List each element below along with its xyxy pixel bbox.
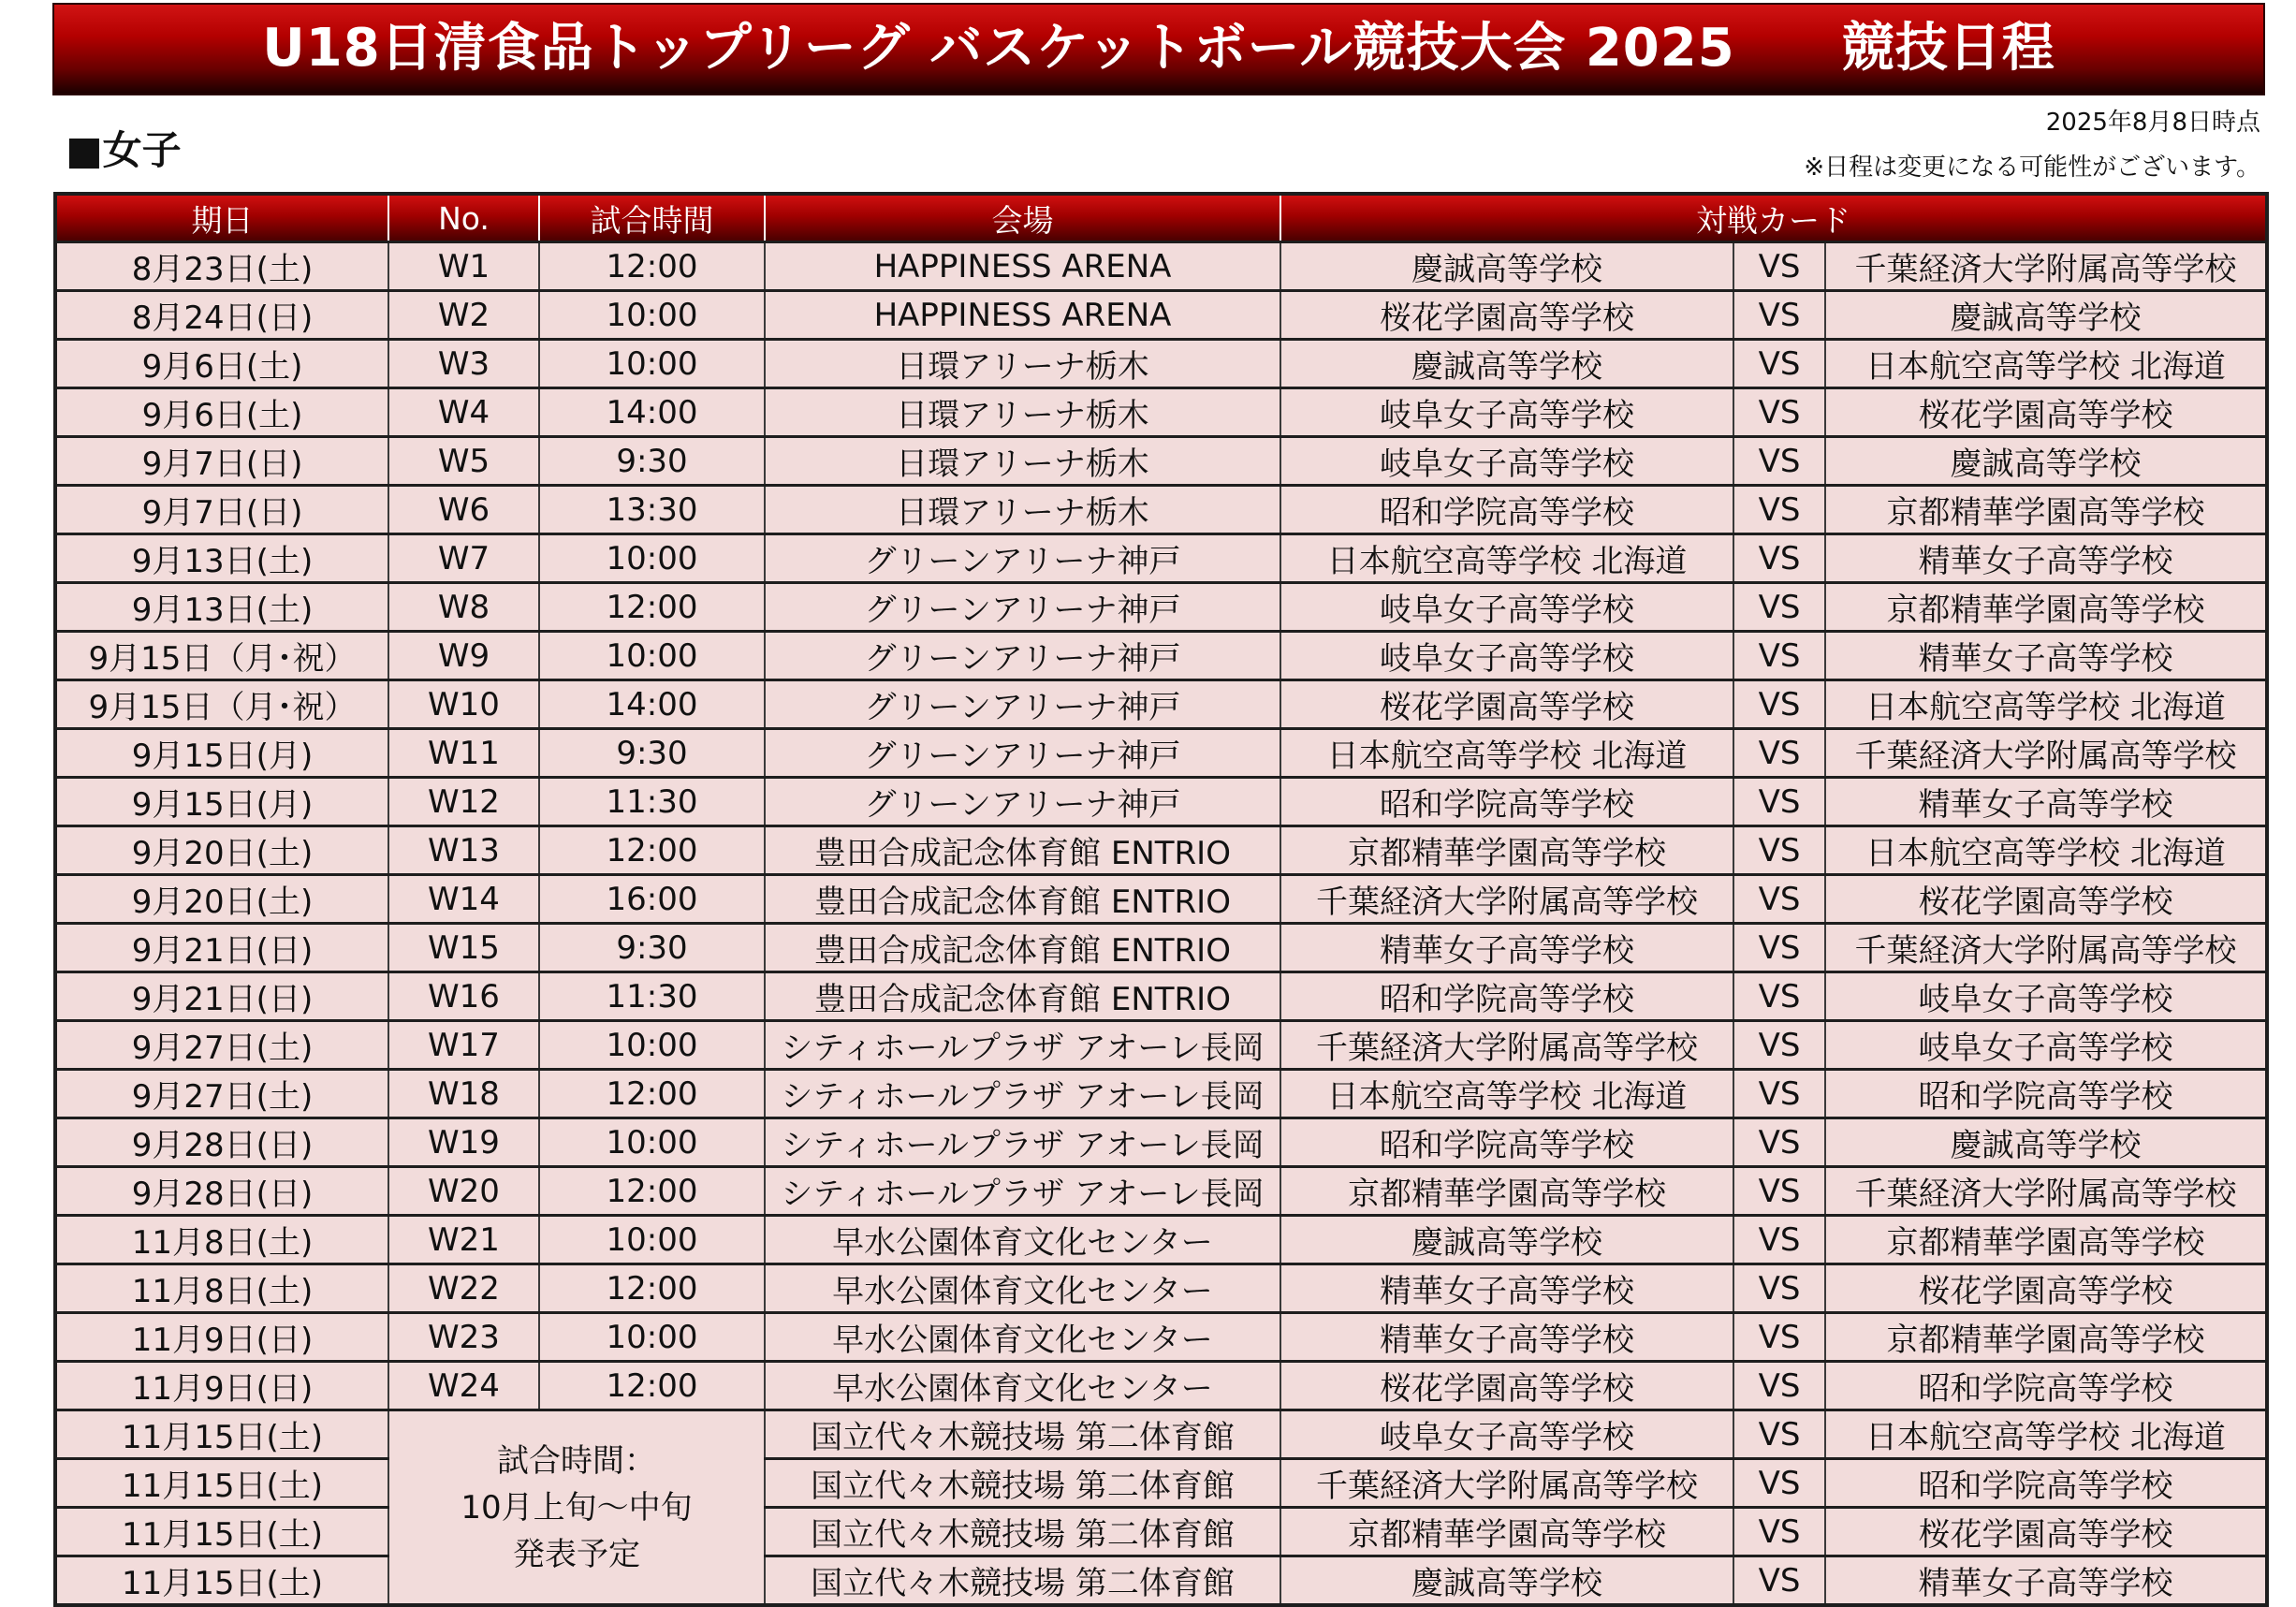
vs-cell: VS [1733, 291, 1825, 340]
team-away-cell: 精華女子高等学校 [1825, 534, 2267, 583]
table-row [55, 534, 2267, 583]
date-cell: 11月15日(土) [55, 1508, 388, 1556]
game-number-cell: W19 [388, 1118, 539, 1167]
game-number-cell: W5 [388, 437, 539, 486]
title-banner [52, 3, 2265, 95]
date-cell: 11月15日(土) [55, 1459, 388, 1508]
venue-cell: 早水公園体育文化センター [765, 1216, 1280, 1264]
venue-cell: 国立代々木競技場 第二体育館 [765, 1508, 1280, 1556]
time-cell: 10:00 [539, 1313, 765, 1362]
page-title: U18日清食品トップリーグ バスケットボール競技大会 2025 競技日程 [262, 18, 2055, 79]
team-home-cell: 千葉経済大学附属高等学校 [1280, 1021, 1733, 1070]
time-tbd-line: 10月上旬～中旬 [461, 1488, 693, 1527]
table-row [55, 632, 2267, 680]
date-cell: 9月28日(日) [55, 1167, 388, 1216]
team-home-cell: 千葉経済大学附属高等学校 [1280, 875, 1733, 924]
venue-cell: HAPPINESS ARENA [765, 291, 1280, 340]
time-cell: 9:30 [539, 924, 765, 972]
game-number-cell: W20 [388, 1167, 539, 1216]
table-row [55, 1459, 2267, 1508]
team-away-cell: 千葉経済大学附属高等学校 [1825, 242, 2267, 291]
vs-cell: VS [1733, 1216, 1825, 1264]
time-cell: 10:00 [539, 534, 765, 583]
date-cell: 9月20日(土) [55, 826, 388, 875]
time-cell: 12:00 [539, 1264, 765, 1313]
team-home-cell: 昭和学院高等学校 [1280, 1118, 1733, 1167]
vs-cell: VS [1733, 1070, 1825, 1118]
game-number-cell: W8 [388, 583, 539, 632]
schedule-change-note: ※日程は変更になる可能性がございます。 [1804, 153, 2260, 182]
date-cell: 9月27日(土) [55, 1070, 388, 1118]
venue-cell: 早水公園体育文化センター [765, 1264, 1280, 1313]
as-of-date: 2025年8月8日時点 [2045, 109, 2260, 137]
venue-cell: シティホールプラザ アオーレ長岡 [765, 1118, 1280, 1167]
date-cell: 11月8日(土) [55, 1264, 388, 1313]
time-cell: 14:00 [539, 388, 765, 437]
venue-cell: 豊田合成記念体育館 ENTRIO [765, 972, 1280, 1021]
vs-cell: VS [1733, 875, 1825, 924]
game-number-cell: W7 [388, 534, 539, 583]
vs-cell: VS [1733, 486, 1825, 534]
vs-cell: VS [1733, 1508, 1825, 1556]
date-cell: 9月27日(土) [55, 1021, 388, 1070]
team-away-cell: 桜花学園高等学校 [1825, 1264, 2267, 1313]
game-number-cell: W11 [388, 729, 539, 778]
team-home-cell: 岐阜女子高等学校 [1280, 1410, 1733, 1459]
schedule-table [53, 192, 2269, 1607]
team-away-cell: 京都精華学園高等学校 [1825, 1216, 2267, 1264]
table-row [55, 972, 2267, 1021]
vs-cell: VS [1733, 1118, 1825, 1167]
vs-cell: VS [1733, 583, 1825, 632]
time-cell: 9:30 [539, 437, 765, 486]
team-away-cell: 桜花学園高等学校 [1825, 875, 2267, 924]
time-cell: 14:00 [539, 680, 765, 729]
vs-cell: VS [1733, 826, 1825, 875]
venue-cell: 豊田合成記念体育館 ENTRIO [765, 826, 1280, 875]
column-header-time: 試合時間 [539, 194, 765, 242]
venue-cell: グリーンアリーナ神戸 [765, 632, 1280, 680]
team-away-cell: 京都精華学園高等学校 [1825, 486, 2267, 534]
date-cell: 9月20日(土) [55, 875, 388, 924]
team-home-cell: 精華女子高等学校 [1280, 924, 1733, 972]
date-cell: 8月24日(日) [55, 291, 388, 340]
column-header-venue: 会場 [765, 194, 1280, 242]
table-row [55, 1313, 2267, 1362]
game-number-cell: W23 [388, 1313, 539, 1362]
table-row [55, 875, 2267, 924]
team-away-cell: 岐阜女子高等学校 [1825, 972, 2267, 1021]
team-home-cell: 昭和学院高等学校 [1280, 486, 1733, 534]
time-cell: 10:00 [539, 632, 765, 680]
table-row [55, 1410, 2267, 1459]
date-cell: 9月13日(土) [55, 534, 388, 583]
date-cell: 9月28日(日) [55, 1118, 388, 1167]
game-number-cell: W3 [388, 340, 539, 388]
game-number-cell: W15 [388, 924, 539, 972]
team-home-cell: 日本航空高等学校 北海道 [1280, 534, 1733, 583]
vs-cell: VS [1733, 729, 1825, 778]
date-cell: 9月13日(土) [55, 583, 388, 632]
vs-cell: VS [1733, 680, 1825, 729]
date-cell: 11月8日(土) [55, 1216, 388, 1264]
date-cell: 9月21日(日) [55, 924, 388, 972]
date-cell: 9月15日（月･祝） [55, 680, 388, 729]
date-cell: 8月23日(土) [55, 242, 388, 291]
team-away-cell: 日本航空高等学校 北海道 [1825, 1410, 2267, 1459]
vs-cell: VS [1733, 340, 1825, 388]
date-cell: 9月7日(日) [55, 486, 388, 534]
table-row [55, 1021, 2267, 1070]
game-number-cell: W16 [388, 972, 539, 1021]
game-number-cell: W4 [388, 388, 539, 437]
time-cell: 10:00 [539, 1021, 765, 1070]
game-number-cell: W24 [388, 1362, 539, 1410]
venue-cell: 早水公園体育文化センター [765, 1313, 1280, 1362]
venue-cell: 日環アリーナ栃木 [765, 340, 1280, 388]
venue-cell: 日環アリーナ栃木 [765, 437, 1280, 486]
team-away-cell: 慶誠高等学校 [1825, 291, 2267, 340]
table-row [55, 242, 2267, 291]
table-row [55, 291, 2267, 340]
team-away-cell: 精華女子高等学校 [1825, 1556, 2267, 1606]
venue-cell: 豊田合成記念体育館 ENTRIO [765, 924, 1280, 972]
table-row [55, 1216, 2267, 1264]
venue-cell: シティホールプラザ アオーレ長岡 [765, 1167, 1280, 1216]
date-cell: 11月9日(日) [55, 1313, 388, 1362]
vs-cell: VS [1733, 1459, 1825, 1508]
team-away-cell: 昭和学院高等学校 [1825, 1362, 2267, 1410]
vs-cell: VS [1733, 1556, 1825, 1606]
vs-cell: VS [1733, 1410, 1825, 1459]
game-number-cell: W10 [388, 680, 539, 729]
venue-cell: HAPPINESS ARENA [765, 242, 1280, 291]
vs-cell: VS [1733, 437, 1825, 486]
table-row [55, 388, 2267, 437]
time-cell: 12:00 [539, 1362, 765, 1410]
vs-cell: VS [1733, 1313, 1825, 1362]
team-away-cell: 京都精華学園高等学校 [1825, 583, 2267, 632]
section-label: ■女子 [66, 127, 182, 173]
team-away-cell: 京都精華学園高等学校 [1825, 1313, 2267, 1362]
table-row [55, 486, 2267, 534]
team-home-cell: 精華女子高等学校 [1280, 1264, 1733, 1313]
team-away-cell: 精華女子高等学校 [1825, 632, 2267, 680]
date-cell: 9月15日(月) [55, 778, 388, 826]
venue-cell: 豊田合成記念体育館 ENTRIO [765, 875, 1280, 924]
vs-cell: VS [1733, 1021, 1825, 1070]
venue-cell: シティホールプラザ アオーレ長岡 [765, 1021, 1280, 1070]
table-row [55, 1508, 2267, 1556]
vs-cell: VS [1733, 388, 1825, 437]
date-cell: 11月15日(土) [55, 1410, 388, 1459]
team-home-cell: 日本航空高等学校 北海道 [1280, 1070, 1733, 1118]
team-home-cell: 日本航空高等学校 北海道 [1280, 729, 1733, 778]
vs-cell: VS [1733, 1362, 1825, 1410]
team-home-cell: 桜花学園高等学校 [1280, 291, 1733, 340]
game-number-cell: W12 [388, 778, 539, 826]
time-cell: 11:30 [539, 972, 765, 1021]
vs-cell: VS [1733, 534, 1825, 583]
vs-cell: VS [1733, 924, 1825, 972]
team-away-cell: 日本航空高等学校 北海道 [1825, 680, 2267, 729]
time-cell: 13:30 [539, 486, 765, 534]
team-away-cell: 慶誠高等学校 [1825, 437, 2267, 486]
time-cell: 10:00 [539, 340, 765, 388]
venue-cell: グリーンアリーナ神戸 [765, 534, 1280, 583]
date-cell: 11月9日(日) [55, 1362, 388, 1410]
time-cell: 9:30 [539, 729, 765, 778]
table-row [55, 1070, 2267, 1118]
date-cell: 9月6日(土) [55, 340, 388, 388]
time-cell: 12:00 [539, 1167, 765, 1216]
time-cell: 11:30 [539, 778, 765, 826]
time-cell: 16:00 [539, 875, 765, 924]
date-cell: 11月15日(土) [55, 1556, 388, 1606]
vs-cell: VS [1733, 1167, 1825, 1216]
team-away-cell: 桜花学園高等学校 [1825, 388, 2267, 437]
vs-cell: VS [1733, 1264, 1825, 1313]
date-cell: 9月7日(日) [55, 437, 388, 486]
team-home-cell: 京都精華学園高等学校 [1280, 826, 1733, 875]
team-home-cell: 慶誠高等学校 [1280, 242, 1733, 291]
game-number-cell: W21 [388, 1216, 539, 1264]
vs-cell: VS [1733, 632, 1825, 680]
column-header-date: 期日 [55, 194, 388, 242]
team-home-cell: 慶誠高等学校 [1280, 340, 1733, 388]
team-home-cell: 岐阜女子高等学校 [1280, 437, 1733, 486]
date-cell: 9月15日(月) [55, 729, 388, 778]
team-away-cell: 慶誠高等学校 [1825, 1118, 2267, 1167]
team-home-cell: 昭和学院高等学校 [1280, 972, 1733, 1021]
team-home-cell: 京都精華学園高等学校 [1280, 1167, 1733, 1216]
team-away-cell: 昭和学院高等学校 [1825, 1459, 2267, 1508]
game-number-cell: W18 [388, 1070, 539, 1118]
table-row [55, 1118, 2267, 1167]
venue-cell: 早水公園体育文化センター [765, 1362, 1280, 1410]
team-home-cell: 岐阜女子高等学校 [1280, 583, 1733, 632]
team-away-cell: 精華女子高等学校 [1825, 778, 2267, 826]
table-row [55, 1264, 2267, 1313]
team-away-cell: 昭和学院高等学校 [1825, 1070, 2267, 1118]
venue-cell: 国立代々木競技場 第二体育館 [765, 1459, 1280, 1508]
time-cell: 12:00 [539, 826, 765, 875]
table-row [55, 729, 2267, 778]
venue-cell: グリーンアリーナ神戸 [765, 680, 1280, 729]
game-number-cell: W1 [388, 242, 539, 291]
team-home-cell: 桜花学園高等学校 [1280, 680, 1733, 729]
team-home-cell: 岐阜女子高等学校 [1280, 388, 1733, 437]
time-cell: 10:00 [539, 1118, 765, 1167]
team-away-cell: 千葉経済大学附属高等学校 [1825, 924, 2267, 972]
game-number-cell: W22 [388, 1264, 539, 1313]
time-tbd-cell [388, 1410, 765, 1606]
table-row [55, 1362, 2267, 1410]
date-cell: 9月6日(土) [55, 388, 388, 437]
game-number-cell: W9 [388, 632, 539, 680]
venue-cell: 日環アリーナ栃木 [765, 486, 1280, 534]
table-row [55, 1556, 2267, 1606]
date-cell: 9月15日（月･祝） [55, 632, 388, 680]
time-tbd-line: 試合時間： [497, 1441, 656, 1480]
schedule-body [55, 242, 2267, 1606]
header-row [55, 194, 2267, 242]
vs-cell: VS [1733, 242, 1825, 291]
team-home-cell: 岐阜女子高等学校 [1280, 632, 1733, 680]
table-row [55, 778, 2267, 826]
game-number-cell: W6 [388, 486, 539, 534]
game-number-cell: W2 [388, 291, 539, 340]
venue-cell: グリーンアリーナ神戸 [765, 729, 1280, 778]
time-cell: 12:00 [539, 1070, 765, 1118]
venue-cell: 国立代々木競技場 第二体育館 [765, 1556, 1280, 1606]
column-header-matchup: 対戦カード [1280, 194, 2267, 242]
table-row [55, 583, 2267, 632]
team-away-cell: 桜花学園高等学校 [1825, 1508, 2267, 1556]
time-tbd-line: 発表予定 [513, 1535, 640, 1573]
table-row [55, 924, 2267, 972]
table-row [55, 340, 2267, 388]
team-home-cell: 慶誠高等学校 [1280, 1556, 1733, 1606]
time-cell: 10:00 [539, 291, 765, 340]
team-away-cell: 千葉経済大学附属高等学校 [1825, 729, 2267, 778]
vs-cell: VS [1733, 972, 1825, 1021]
team-away-cell: 日本航空高等学校 北海道 [1825, 826, 2267, 875]
time-cell: 12:00 [539, 583, 765, 632]
vs-cell: VS [1733, 778, 1825, 826]
team-home-cell: 京都精華学園高等学校 [1280, 1508, 1733, 1556]
game-number-cell: W13 [388, 826, 539, 875]
table-row [55, 437, 2267, 486]
team-home-cell: 昭和学院高等学校 [1280, 778, 1733, 826]
team-home-cell: 千葉経済大学附属高等学校 [1280, 1459, 1733, 1508]
venue-cell: シティホールプラザ アオーレ長岡 [765, 1070, 1280, 1118]
game-number-cell: W14 [388, 875, 539, 924]
team-away-cell: 千葉経済大学附属高等学校 [1825, 1167, 2267, 1216]
team-home-cell: 精華女子高等学校 [1280, 1313, 1733, 1362]
game-number-cell: W17 [388, 1021, 539, 1070]
table-row [55, 1167, 2267, 1216]
team-home-cell: 桜花学園高等学校 [1280, 1362, 1733, 1410]
time-cell: 12:00 [539, 242, 765, 291]
time-cell: 10:00 [539, 1216, 765, 1264]
venue-cell: 日環アリーナ栃木 [765, 388, 1280, 437]
venue-cell: グリーンアリーナ神戸 [765, 583, 1280, 632]
venue-cell: グリーンアリーナ神戸 [765, 778, 1280, 826]
team-away-cell: 日本航空高等学校 北海道 [1825, 340, 2267, 388]
column-header-no: No. [388, 194, 539, 242]
table-row [55, 826, 2267, 875]
table-row [55, 680, 2267, 729]
team-away-cell: 岐阜女子高等学校 [1825, 1021, 2267, 1070]
date-cell: 9月21日(日) [55, 972, 388, 1021]
venue-cell: 国立代々木競技場 第二体育館 [765, 1410, 1280, 1459]
team-home-cell: 慶誠高等学校 [1280, 1216, 1733, 1264]
